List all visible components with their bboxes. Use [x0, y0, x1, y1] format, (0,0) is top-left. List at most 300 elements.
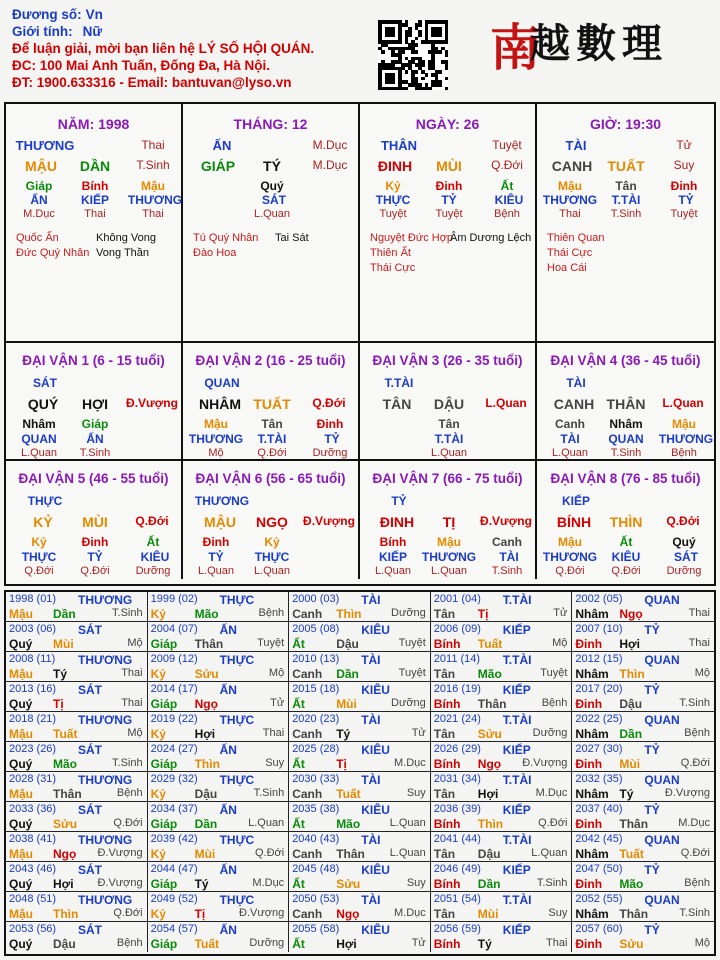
year-stage: Mộ	[127, 727, 143, 739]
year-label: 2035 (38)	[292, 803, 340, 815]
year-can: Bính	[433, 817, 461, 831]
year-can: Nhâm	[575, 727, 609, 741]
year-can: Tân	[433, 667, 456, 681]
year-god: SÁT	[78, 743, 102, 757]
year-cell[interactable]	[289, 892, 431, 922]
pillar-god: ẤN	[212, 138, 232, 153]
year-cell[interactable]	[289, 832, 431, 862]
year-cell[interactable]	[431, 592, 573, 622]
year-chi: Dậu	[336, 637, 359, 651]
year-god: TỶ	[644, 743, 660, 757]
dv-hidden-can: Ất	[146, 535, 160, 549]
year-cell[interactable]	[6, 682, 148, 712]
year-chi: Sửu	[53, 817, 78, 831]
year-cell[interactable]	[6, 772, 148, 802]
year-cell[interactable]	[572, 802, 714, 832]
dai-van-can: QUÝ	[27, 396, 59, 412]
year-row	[6, 742, 714, 772]
year-god: TÀI	[361, 773, 381, 787]
year-cell[interactable]	[289, 922, 431, 952]
year-label: 2000 (03)	[292, 593, 340, 605]
dai-van-8	[537, 461, 714, 579]
year-can: Nhâm	[575, 847, 609, 861]
year-cell[interactable]	[572, 862, 714, 892]
dv-hidden-stage: T.Sinh	[610, 447, 642, 459]
year-chi: Dần	[53, 607, 76, 621]
dai-van-ts: Đ.Vượng	[126, 396, 178, 410]
year-god: TỶ	[644, 683, 660, 697]
year-cell[interactable]	[431, 712, 573, 742]
year-chi: Dần	[194, 817, 218, 831]
hidden-can: Ất	[500, 179, 514, 193]
year-cell[interactable]	[6, 862, 148, 892]
dv-hidden-stage: L.Quan	[253, 565, 291, 577]
dv-hidden-stage: L.Quan	[20, 447, 58, 459]
year-row	[6, 832, 714, 862]
year-label: 2047 (50)	[575, 863, 623, 875]
year-cell[interactable]	[289, 772, 431, 802]
owner-label: Đương số:	[12, 7, 82, 22]
year-god: KIÊU	[361, 623, 390, 637]
dv-hidden-can: Mậu	[437, 535, 461, 549]
year-stage: Q.Đới	[538, 817, 568, 829]
year-can: Ất	[292, 637, 305, 651]
year-cell[interactable]	[289, 682, 431, 712]
year-god: ẤN	[219, 863, 237, 877]
year-stage: Đ.Vượng	[97, 877, 143, 889]
year-cell[interactable]	[6, 592, 148, 622]
year-god: T.TÀI	[502, 833, 532, 847]
year-cell[interactable]	[289, 742, 431, 772]
year-chi: Thân	[477, 697, 507, 711]
year-label: 2020 (23)	[292, 713, 340, 725]
year-god: QUAN	[644, 653, 680, 667]
pillar-title: NĂM: 1998	[57, 116, 130, 132]
dv-hidden-stage: Bệnh	[671, 447, 697, 459]
year-label: 2051 (54)	[433, 893, 481, 905]
year-cell[interactable]	[289, 592, 431, 622]
brand-seal-char: 南	[490, 18, 540, 77]
year-label: 2006 (09)	[433, 623, 481, 635]
pillar-top-stage: Thai	[141, 138, 165, 152]
year-can: Mậu	[9, 907, 33, 921]
shen-sha-star: Hoa Cái	[547, 262, 587, 274]
year-cell[interactable]	[148, 652, 290, 682]
contact-note: Để luận giải, mời bạn liên hệ LÝ SỐ HỘI QUÁN.	[12, 41, 315, 56]
year-god: KIÊU	[361, 743, 390, 757]
year-cell[interactable]	[148, 802, 290, 832]
hidden-can: Giáp	[25, 179, 53, 193]
year-cell[interactable]	[289, 622, 431, 652]
year-stage: Đ.Vượng	[97, 847, 143, 859]
year-stage: L.Quan	[389, 817, 426, 829]
dai-van-god: THỰC	[27, 494, 63, 508]
pillar-chi: MÙI	[436, 158, 462, 174]
hidden-can: Tân	[615, 179, 637, 193]
dv-hidden-stage: L.Quan	[430, 565, 468, 577]
hidden-god: THƯƠNG	[542, 193, 598, 207]
year-cell[interactable]	[572, 922, 714, 952]
year-cell[interactable]	[572, 892, 714, 922]
dai-van-chi: NGỌ	[256, 514, 288, 530]
year-stage: Thai	[121, 667, 143, 679]
dv-hidden-stage: Q.Đới	[80, 565, 110, 577]
year-chi: Tị	[194, 907, 206, 921]
year-cell[interactable]	[289, 652, 431, 682]
dv-hidden-stage: Q.Đới	[257, 447, 287, 459]
dv-hidden-god: THƯƠNG	[658, 432, 714, 446]
pillar-top-stage: Tuyệt	[492, 138, 522, 152]
gender-line	[12, 23, 372, 40]
year-row	[6, 592, 714, 622]
year-can: Quý	[9, 757, 33, 771]
year-cell[interactable]	[6, 742, 148, 772]
year-cell[interactable]	[6, 652, 148, 682]
dv-hidden-god: KIẾP	[378, 550, 407, 564]
year-cell[interactable]	[6, 802, 148, 832]
year-god: TỶ	[644, 803, 660, 817]
year-cell[interactable]	[431, 832, 573, 862]
year-god: THỰC	[219, 593, 255, 607]
year-cell[interactable]	[572, 622, 714, 652]
year-label: 2037 (40)	[575, 803, 623, 815]
year-chi: Hợi	[53, 877, 74, 891]
year-label: 1998 (01)	[9, 593, 57, 605]
header	[12, 6, 372, 98]
year-label: 2043 (46)	[9, 863, 57, 875]
year-can: Ất	[292, 757, 305, 771]
year-stage: Mộ	[694, 937, 710, 949]
year-cell[interactable]	[148, 682, 290, 712]
dv-hidden-can: Bính	[379, 535, 407, 549]
year-cell[interactable]	[572, 772, 714, 802]
year-can: Canh	[292, 727, 323, 741]
year-god: T.TÀI	[502, 653, 532, 667]
year-god: T.TÀI	[502, 713, 532, 727]
dv-hidden-god: TÀI	[560, 432, 580, 446]
dv-hidden-stage: Dưỡng	[135, 565, 171, 577]
year-stage: Suy	[548, 907, 568, 919]
year-cell[interactable]	[431, 742, 573, 772]
dv-hidden-god: TỶ	[324, 432, 340, 446]
year-cell[interactable]	[6, 892, 148, 922]
dai-van-title: ĐẠI VẬN 4 (36 - 45 tuổi)	[550, 353, 701, 368]
pillar-top-stage: Tử	[676, 138, 692, 152]
year-can: Nhâm	[575, 787, 609, 801]
phone-email-line[interactable]: ĐT: 1900.633316 - Email: bantuvan@lyso.vn	[12, 75, 292, 90]
qr-code-icon[interactable]	[378, 20, 448, 90]
year-cell[interactable]	[289, 712, 431, 742]
year-god: KIÊU	[361, 863, 390, 877]
year-stage: Bệnh	[116, 787, 143, 799]
year-label: 2049 (52)	[150, 893, 198, 905]
year-can: Tân	[433, 607, 456, 621]
dv-hidden-god: ẤN	[86, 432, 104, 446]
year-cell[interactable]	[572, 592, 714, 622]
year-chi: Thân	[194, 637, 224, 651]
year-cell[interactable]	[148, 742, 290, 772]
dai-van-chi: THÂN	[606, 396, 646, 412]
dv-hidden-stage: T.Sinh	[79, 447, 111, 459]
year-label: 2031 (34)	[433, 773, 481, 785]
dv-hidden-can: Tân	[261, 417, 283, 431]
dv-hidden-can: Nhâm	[609, 417, 643, 431]
year-cell[interactable]	[148, 832, 290, 862]
year-cell[interactable]	[148, 622, 290, 652]
year-god: TÀI	[361, 833, 381, 847]
year-row	[6, 652, 714, 682]
year-cell[interactable]	[289, 802, 431, 832]
year-can: Tân	[433, 727, 456, 741]
dai-van-title: ĐẠI VẬN 2 (16 - 25 tuổi)	[195, 353, 346, 368]
year-cell[interactable]	[431, 892, 573, 922]
year-stage: Bệnh	[541, 697, 568, 709]
year-label: 2008 (11)	[9, 653, 56, 665]
year-label: 2007 (10)	[575, 623, 623, 635]
year-god: SÁT	[78, 683, 102, 697]
year-label: 2010 (13)	[292, 653, 340, 665]
dv-hidden-can: Kỷ	[31, 535, 47, 549]
year-god: THƯƠNG	[78, 593, 133, 607]
hidden-god: T.TÀI	[611, 193, 641, 207]
year-chi: Thìn	[53, 907, 79, 921]
year-chi: Dậu	[619, 697, 643, 711]
year-cell[interactable]	[6, 832, 148, 862]
shen-sha-star: Thái Cực	[370, 262, 416, 274]
year-label: 1999 (02)	[150, 593, 198, 605]
dv-hidden-god: QUAN	[21, 432, 57, 446]
year-god: KIẾP	[502, 623, 531, 637]
year-chi: Mùi	[53, 637, 74, 651]
year-god: ẤN	[219, 623, 237, 637]
year-god: THƯƠNG	[78, 713, 133, 727]
year-stage: Đ.Vượng	[239, 907, 285, 919]
year-can: Ất	[292, 937, 305, 951]
year-cell[interactable]	[431, 862, 573, 892]
year-can: Kỷ	[150, 787, 166, 801]
dv-hidden-can: Ất	[619, 535, 633, 549]
year-chi: Mão	[477, 667, 502, 681]
dai-van-4	[537, 343, 714, 461]
year-god: TÀI	[361, 653, 381, 667]
shen-sha-star: Thiên Quan	[547, 232, 605, 244]
year-chi: Hợi	[477, 787, 499, 801]
year-label: 2052 (55)	[575, 893, 623, 905]
year-label: 2042 (45)	[575, 833, 623, 845]
year-can: Bính	[433, 637, 461, 651]
year-row	[6, 922, 714, 952]
year-can: Giáp	[150, 817, 178, 831]
year-god: TỶ	[644, 863, 660, 877]
yearly-luck-table	[4, 590, 716, 956]
year-label: 2014 (17)	[150, 683, 198, 695]
year-label: 2041 (44)	[433, 833, 481, 845]
year-chi: Dậu	[53, 937, 76, 951]
dv-hidden-god: THƯƠNG	[421, 550, 477, 564]
year-stage: M.Dục	[394, 757, 426, 769]
pillar-2	[360, 104, 537, 341]
dai-van-title: ĐẠI VẬN 8 (76 - 85 tuổi)	[550, 471, 701, 486]
hidden-can: Đinh	[435, 179, 463, 193]
year-stage: Mộ	[552, 637, 568, 649]
dv-hidden-god: KIÊU	[611, 550, 641, 564]
year-cell[interactable]	[431, 652, 573, 682]
year-chi: Thìn	[336, 607, 362, 621]
year-can: Quý	[9, 877, 33, 891]
year-label: 2024 (27)	[150, 743, 198, 755]
hidden-stage: Thai	[84, 208, 106, 220]
year-cell[interactable]	[572, 682, 714, 712]
year-stage: Tử	[270, 697, 285, 709]
dai-van-ts: Đ.Vượng	[480, 514, 532, 528]
year-cell[interactable]	[6, 712, 148, 742]
pillar-can: CANH	[551, 158, 593, 174]
year-label: 2018 (21)	[9, 713, 57, 725]
year-cell[interactable]	[431, 622, 573, 652]
dai-van-can: NHÂM	[199, 396, 241, 412]
year-stage: Đ.Vượng	[522, 757, 568, 769]
year-cell[interactable]	[431, 682, 573, 712]
dv-hidden-can: Giáp	[81, 417, 109, 431]
year-can: Giáp	[150, 757, 178, 771]
dv-hidden-can: Canh	[555, 417, 585, 431]
dai-van-god: KIẾP	[561, 494, 590, 508]
dai-van-2	[183, 343, 360, 461]
year-god: TÀI	[361, 893, 381, 907]
year-stage: Tuyệt	[257, 637, 285, 649]
year-row	[6, 772, 714, 802]
dai-van-god: TỶ	[391, 494, 407, 508]
hidden-can: Mậu	[141, 179, 165, 193]
dv-hidden-can: Kỷ	[264, 535, 280, 549]
dv-hidden-can: Mậu	[204, 417, 228, 431]
year-chi: Ngọ	[53, 847, 77, 861]
pillar-title: NGÀY: 26	[415, 116, 480, 132]
year-label: 2054 (57)	[150, 923, 198, 935]
year-label: 2033 (36)	[9, 803, 57, 815]
year-stage: Tuyệt	[540, 667, 568, 679]
dv-hidden-stage: Q.Đới	[555, 565, 585, 577]
year-stage: L.Quan	[248, 817, 285, 829]
year-cell[interactable]	[148, 892, 290, 922]
year-label: 2003 (06)	[9, 623, 57, 635]
dai-van-5	[6, 461, 183, 579]
year-stage: Bệnh	[684, 727, 710, 739]
hidden-god: TỶ	[441, 193, 457, 207]
dv-hidden-god: T.TÀI	[257, 432, 287, 446]
address-line: ĐC: 100 Mai Anh Tuấn, Đống Đa, Hà Nội.	[12, 58, 271, 73]
year-can: Ất	[292, 697, 305, 711]
year-god: THƯƠNG	[78, 893, 133, 907]
year-god: QUAN	[644, 773, 680, 787]
dai-van-chi: TUẤT	[253, 396, 291, 412]
year-chi: Mão	[336, 817, 361, 831]
year-stage: T.Sinh	[112, 607, 143, 619]
hidden-can: Kỷ	[385, 179, 401, 193]
hidden-can: Đinh	[670, 179, 698, 193]
dai-van-chi: HỢI	[82, 396, 108, 412]
year-chi: Mùi	[336, 697, 357, 711]
year-stage: Thai	[688, 607, 710, 619]
year-god: SÁT	[78, 923, 102, 937]
year-god: KIẾP	[502, 803, 531, 817]
year-cell[interactable]	[572, 742, 714, 772]
year-can: Kỷ	[150, 667, 166, 681]
dv-hidden-stage: Q.Đới	[24, 565, 54, 577]
year-can: Đinh	[575, 757, 603, 771]
dai-van-chi: MÙI	[82, 514, 108, 530]
year-can: Canh	[292, 847, 323, 861]
year-god: THỰC	[219, 653, 255, 667]
dai-van-can: MẬU	[204, 514, 236, 530]
year-cell[interactable]	[431, 802, 573, 832]
year-god: QUAN	[644, 893, 680, 907]
year-stage: T.Sinh	[536, 877, 568, 889]
year-stage: Thai	[262, 727, 285, 739]
dai-van-can: ĐINH	[379, 514, 415, 530]
year-god: QUAN	[644, 593, 680, 607]
year-cell[interactable]	[148, 592, 290, 622]
year-cell[interactable]	[148, 862, 290, 892]
year-row	[6, 622, 714, 652]
shen-sha-star: Quốc Ấn	[16, 232, 59, 244]
year-stage: Q.Đới	[680, 847, 710, 859]
year-cell[interactable]	[6, 622, 148, 652]
year-god: SÁT	[78, 803, 102, 817]
year-can: Giáp	[150, 937, 178, 951]
year-cell[interactable]	[431, 922, 573, 952]
year-row	[6, 892, 714, 922]
year-stage: Thai	[688, 637, 710, 649]
shen-sha-star: Vong Thần	[96, 247, 150, 259]
year-row	[6, 862, 714, 892]
dai-van-can: KỶ	[33, 514, 53, 530]
year-label: 2032 (35)	[575, 773, 623, 785]
year-can: Giáp	[150, 877, 178, 891]
year-cell[interactable]	[148, 772, 290, 802]
year-cell[interactable]	[572, 712, 714, 742]
dv-hidden-stage: L.Quan	[197, 565, 235, 577]
year-chi: Thìn	[477, 817, 504, 831]
dai-van-ts: Q.Đới	[312, 396, 346, 410]
year-cell[interactable]	[148, 712, 290, 742]
hidden-god: ẤN	[30, 193, 48, 207]
dv-hidden-god: QUAN	[608, 432, 644, 446]
dv-hidden-stage: T.Sinh	[491, 565, 523, 577]
year-can: Bính	[433, 697, 461, 711]
pillar-chi: TUẤT	[607, 158, 645, 174]
year-chi: Tị	[477, 607, 489, 621]
year-stage: Thai	[545, 937, 568, 949]
dv-hidden-stage: Dưỡng	[312, 447, 348, 459]
year-cell[interactable]	[6, 922, 148, 952]
dai-van-title: ĐẠI VẬN 5 (46 - 55 tuổi)	[18, 471, 169, 486]
year-can: Bính	[433, 757, 461, 771]
dv-hidden-can: Canh	[492, 535, 522, 549]
year-god: THƯƠNG	[78, 773, 133, 787]
year-can: Tân	[433, 907, 456, 921]
year-cell[interactable]	[148, 922, 290, 952]
year-chi: Ngọ	[194, 697, 218, 711]
year-label: 2015 (18)	[292, 683, 340, 695]
year-cell[interactable]	[572, 832, 714, 862]
year-cell[interactable]	[431, 772, 573, 802]
year-cell[interactable]	[289, 862, 431, 892]
dai-van-1	[6, 343, 183, 461]
hidden-stage: Tuyệt	[670, 208, 698, 220]
year-cell[interactable]	[572, 652, 714, 682]
shen-sha-star: Không Vong	[96, 232, 156, 244]
